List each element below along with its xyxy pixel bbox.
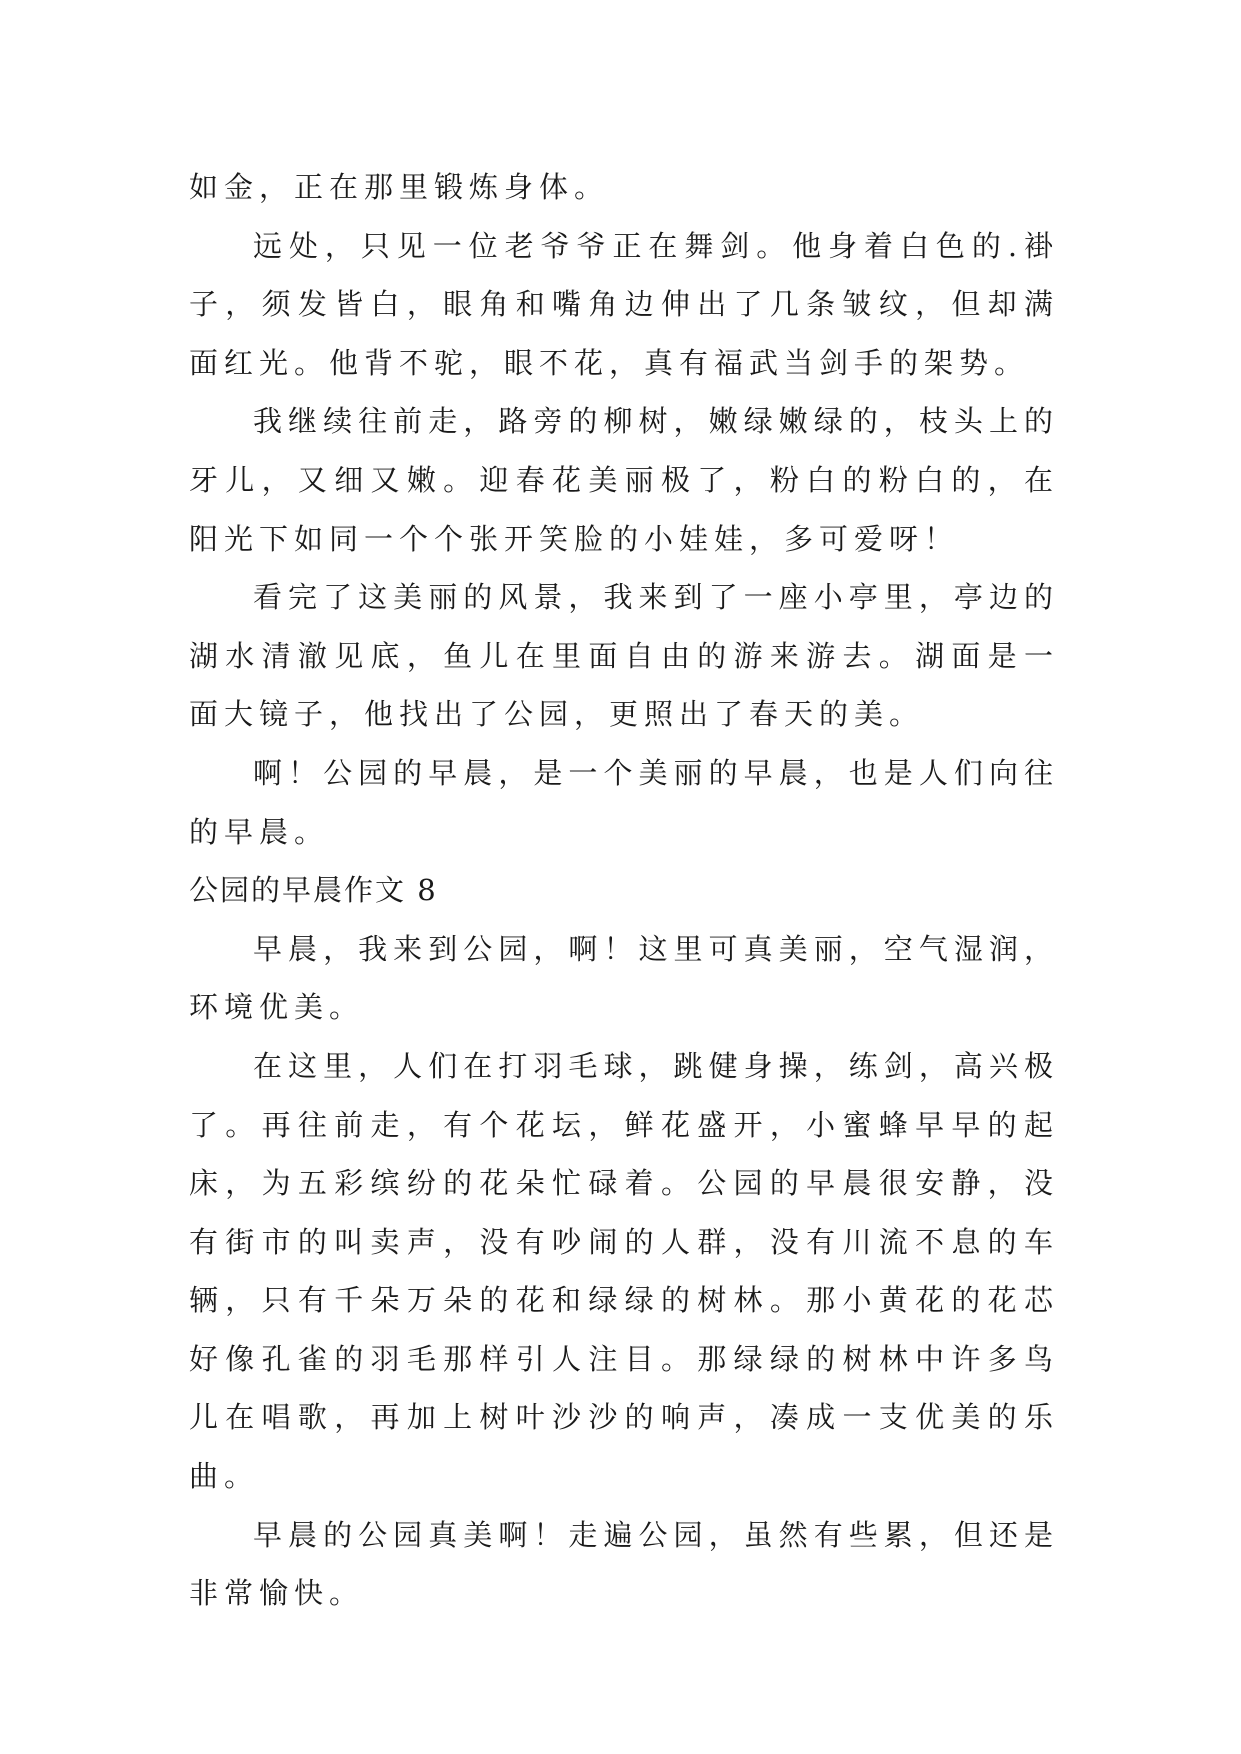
paragraph: 早晨，我来到公园，啊！这里可真美丽，空气湿润，环境优美。 [189,931,1059,1025]
paragraph: 啊！公园的早晨，是一个美丽的早晨，也是人们向往的早晨。 [189,755,1059,849]
paragraph: 看完了这美丽的风景，我来到了一座小亭里，亭边的湖水清澈见底，鱼儿在里面自由的游来游去。湖面是一面大镜子，他找出了公园，更照出了春天的美。 [189,580,1059,732]
paragraph: 我继续往前走，路旁的柳树，嫩绿嫩绿的，枝头上的牙儿，又细又嫩。迎春花美丽极了，粉白的粉白的，在阳光下如同一个个张开笑脸的小娃娃，多可爱呀！ [189,404,1059,556]
paragraph: 在这里，人们在打羽毛球，跳健身操，练剑，高兴极了。再往前走，有个花坛，鲜花盛开，小蜜蜂早早的起床，为五彩缤纷的花朵忙碌着。公园的早晨很安静，没有街市的叫卖声，没有吵闹的人群，没有川流不息的车辆，只有千朵万朵的花和绿绿的树林。那小黄花的花芯好像孔雀的羽毛那样引人注目。那绿绿的树林中许多鸟儿在唱歌，再加上树叶沙沙的响声，凑成一支优美的乐曲。 [189,1048,1059,1494]
paragraph: 早晨的公园真美啊！走遍公园，虽然有些累，但还是非常愉快。 [189,1517,1059,1611]
section-heading: 公园的早晨作文 8 [189,873,438,908]
paragraph: 远处，只见一位老爷爷正在舞剑。他身着白色的.褂子，须发皆白，眼角和嘴角边伸出了几条皱纹，但却满面红光。他背不驼，眼不花，真有福武当剑手的架势。 [189,228,1059,380]
document-body [189,158,1059,1623]
paragraph-continuation: 如金，正在那里锻炼身体。 [189,170,610,204]
